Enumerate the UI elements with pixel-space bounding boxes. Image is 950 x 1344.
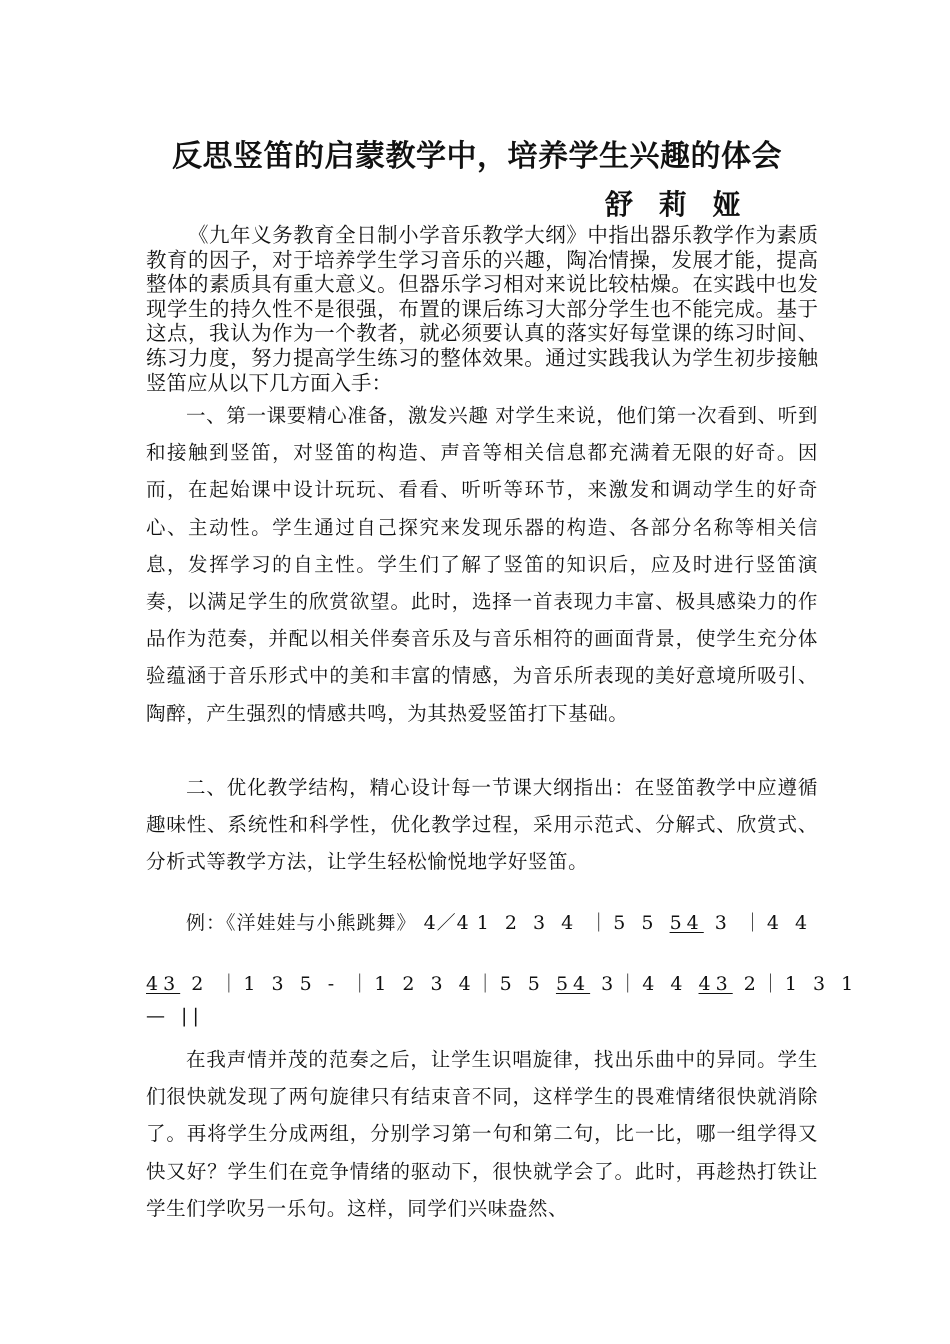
notation-segment: 3 ｜4 4 — [703, 912, 813, 934]
intro-text: 《九年义务教育全日制小学音乐教学大纲》中指出器乐教学作为素质教育的因子，对于培养学生学习音乐的兴趣，陶冶情操，发展才能，提高整体的素质具有重大意义。但器乐学习相对来说比较枯燥。在实践中也发现学生的持久性不是很强，布置的课后练习大部分学生也不能完成。基于这点，我认为作为一个教者，就必须要认真的落实好每堂课的练习时间、练习力度，努力提高学生练习的整体效果。通过实践我认为学生初步接触竖笛应从以下几方面入手： — [146, 223, 818, 395]
notation-segment: 2 ｜1 3 5 - ｜1 2 3 4｜5 5 — [180, 973, 556, 995]
example-line-2 — [146, 969, 858, 996]
example-label: 例：《洋娃娃与小熊跳舞》 — [186, 912, 417, 934]
notation-end: — || — [146, 1005, 204, 1027]
section-two — [146, 769, 818, 881]
section-one-text: 一、第一课要精心准备，激发兴趣 对学生来说，他们第一次看到、听到和接触到竖笛，对竖笛的构造、声音等相关信息都充满着无限的好奇。因而，在起始课中设计玩玩、看看、听听等环节，来激发和调动学生的好奇心、主动性。学生通过自己探究来发现乐器的构造、各部分名称等相关信息，发挥学习的自主性。学生们了解了竖笛的知识后，应及时进行竖笛演奏，以满足学生的欣赏欲望。此时，选择一首表现力丰富、极具感染力的作品作为范奏，并配以相关伴奏音乐及与音乐相符的画面背景，使学生充分体验蕴涵于音乐形式中的美和丰富的情感，为音乐所表现的美好意境所吸引、陶醉，产生强烈的情感共鸣，为其热爱竖笛打下基础。 — [146, 404, 818, 725]
notation-segment: 2｜1 3 1 — [732, 973, 859, 995]
author-name: 舒 莉 娅 — [605, 188, 749, 221]
section-two-text: 二、优化教学结构，精心设计每一节课大纲指出：在竖笛教学中应遵循趣味性、系统性和科学性，优化教学过程，采用示范式、分解式、欣赏式、分析式等教学方法，让学生轻松愉悦地学好竖笛。 — [146, 776, 818, 874]
section-three — [146, 1041, 818, 1227]
example-line-1 — [186, 908, 812, 935]
notation-segment: 1 2 3 4 ｜5 5 — [476, 912, 670, 934]
notation-underlined: 54 — [555, 973, 591, 995]
example-meter: 4／4 — [423, 912, 470, 934]
intro-paragraph — [146, 223, 818, 395]
notation-segment: 3｜4 4 — [590, 973, 699, 995]
notation-underlined: 43 — [698, 973, 733, 995]
section-one — [146, 397, 818, 732]
notation-underlined: 43 — [146, 973, 181, 995]
notation-underlined: 54 — [669, 912, 704, 934]
example-line-3 — [146, 1005, 204, 1027]
document-title: 反思竖笛的启蒙教学中，培养学生兴趣的体会 — [172, 139, 782, 174]
section-three-text: 在我声情并茂的范奏之后，让学生识唱旋律，找出乐曲中的异同。学生们很快就发现了两句旋律只有结束音不同，这样学生的畏难情绪很快就消除了。再将学生分成两组，分别学习第一句和第二句，比一比，哪一组学得又快又好？学生们在竞争情绪的驱动下，很快就学会了。此时，再趁热打铁让学生们学吹另一乐句。这样，同学们兴味盎然、 — [146, 1048, 818, 1220]
